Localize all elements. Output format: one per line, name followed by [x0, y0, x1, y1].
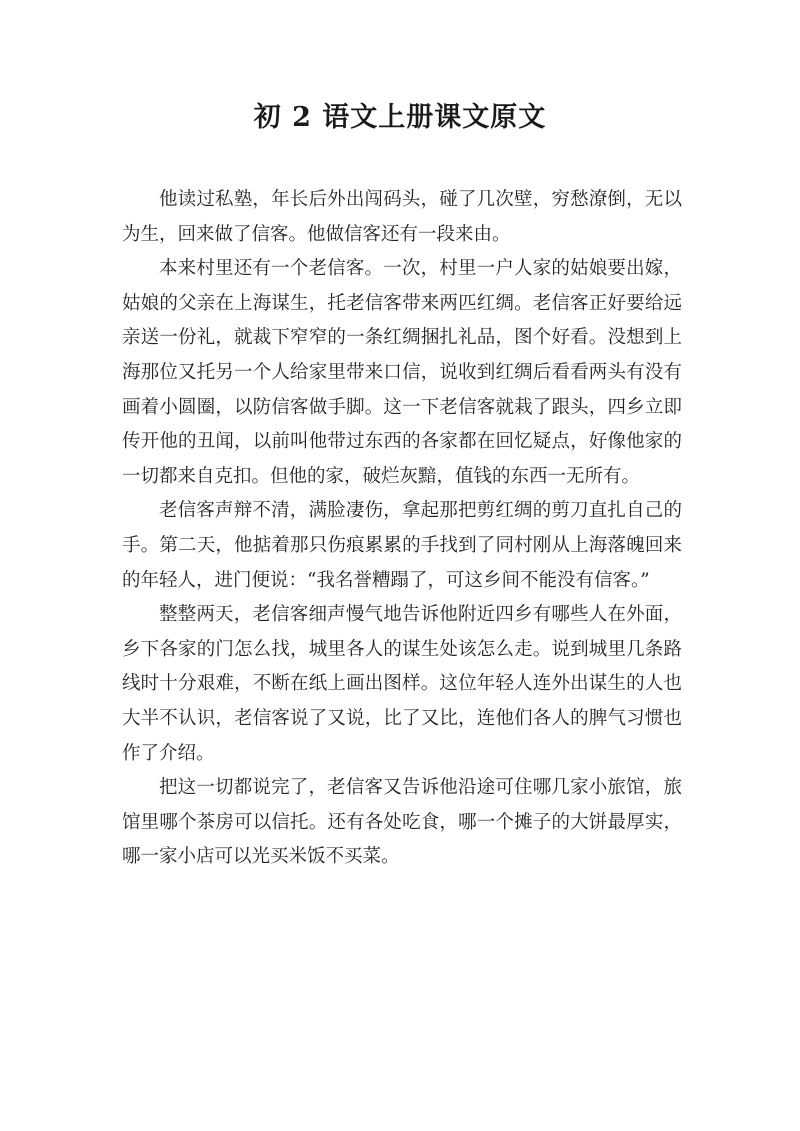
paragraph-2: 本来村里还有一个老信客。一次，村里一户人家的姑娘要出嫁，姑娘的父亲在上海谋生，托老信客带来两匹红绸。老信客正好要给远亲送一份礼，就裁下窄窄的一条红绸捆扎礼品，图个好看。没想到上海那位又托另一个人给家里带来口信，说收到红绸后看看两头有没有画着小圆圈，以防信客做手脚。这一下老信客就栽了跟头，四乡立即传开他的丑闻，以前叫他带过东西的各家都在回忆疑点，好像他家的一切都来自克扣。但他的家，破烂灰黯，值钱的东西一无所有。 — [122, 258, 682, 487]
paragraph-4: 整整两天，老信客细声慢气地告诉他附近四乡有哪些人在外面，乡下各家的门怎么找，城里各人的谋生处该怎么走。说到城里几条路线时十分艰难，不断在纸上画出图样。这位年轻人连外出谋生的人也大半不认识，老信客说了又说，比了又比，连他们各人的脾气习惯也作了介绍。 — [122, 604, 682, 764]
paragraph-1: 他读过私塾，年长后外出闯码头，碰了几次壁，穷愁潦倒，无以为生，回来做了信客。他做信客还有一段来由。 — [122, 189, 682, 245]
document-title: 初 2 语文上册课文原文 — [253, 102, 547, 133]
paragraph-3: 老信客声辩不清，满脸凄伤，拿起那把剪红绸的剪刀直扎自己的手。第二天，他掂着那只伤痕累累的手找到了同村刚从上海落魄回来的年轻人，进门便说：“我名誉糟蹋了，可这乡间不能没有信客。” — [122, 500, 682, 591]
document-body — [122, 183, 682, 875]
paragraph-5: 把这一切都说完了，老信客又告诉他沿途可住哪几家小旅馆，旅馆里哪个茶房可以信托。还有各处吃食，哪一个摊子的大饼最厚实，哪一家小店可以光买米饭不买菜。 — [122, 777, 682, 868]
